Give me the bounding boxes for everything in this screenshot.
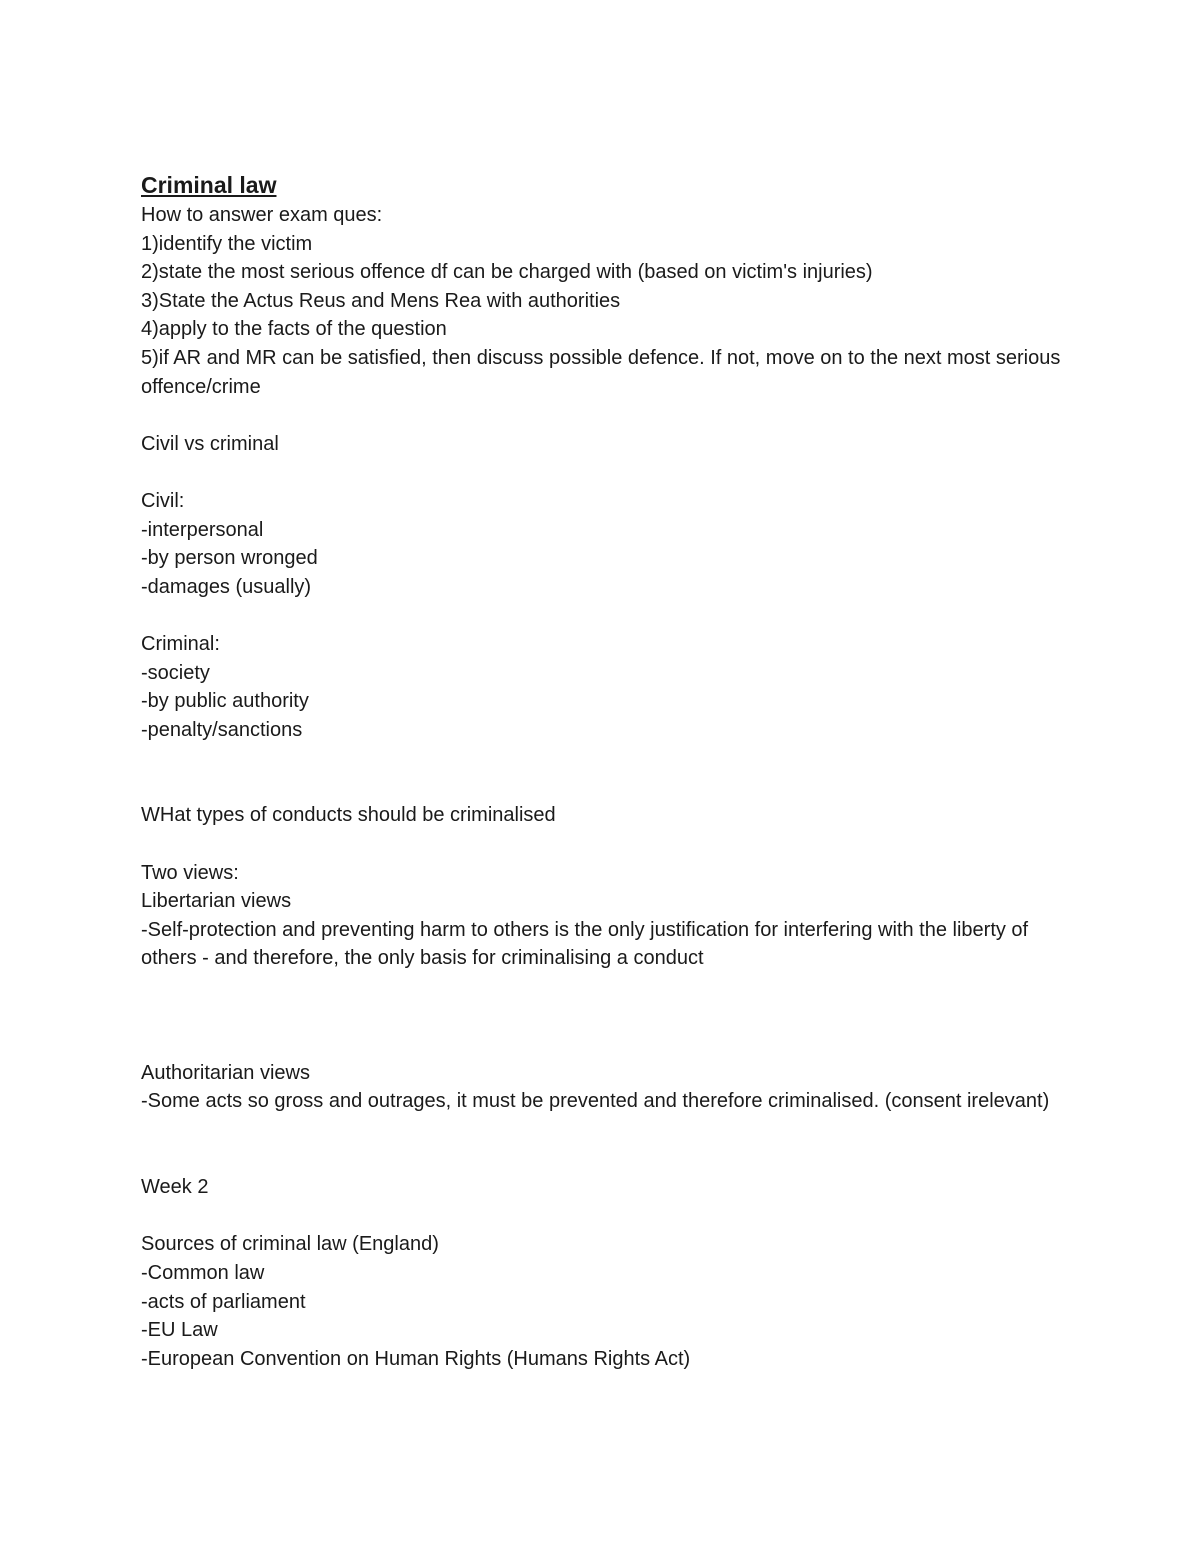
libertarian-label: Libertarian views xyxy=(141,890,292,913)
criminal-label: Criminal: xyxy=(141,632,220,655)
criminal-item: -by public authority xyxy=(141,690,309,713)
spacer xyxy=(141,401,1081,430)
authoritarian-label: Authoritarian views xyxy=(141,1061,310,1084)
spacer xyxy=(141,601,1081,630)
document-page xyxy=(141,170,1081,1373)
spacer xyxy=(141,973,1081,1059)
exam-step-3: 3)State the Actus Reus and Mens Rea with authorities xyxy=(141,289,621,312)
civil-item: -damages (usually) xyxy=(141,575,312,598)
criminal-item: -penalty/sanctions xyxy=(141,718,303,741)
spacer xyxy=(141,1116,1081,1173)
two-views-label: Two views: xyxy=(141,861,239,884)
civil-label: Civil: xyxy=(141,489,185,512)
civil-vs-criminal-heading: Civil vs criminal xyxy=(141,432,279,455)
sources-heading: Sources of criminal law (England) xyxy=(141,1233,439,1256)
document-title: Criminal law xyxy=(141,172,277,198)
civil-item: -interpersonal xyxy=(141,518,264,541)
exam-heading: How to answer exam ques: xyxy=(141,204,383,226)
spacer xyxy=(141,458,1081,487)
libertarian-text: -Self-protection and preventing harm to others is the only justification for interfering with the liberty of others - and therefore, the only basis for criminalising a conduct xyxy=(141,918,1034,970)
week-heading: Week 2 xyxy=(141,1176,209,1199)
civil-item: -by person wronged xyxy=(141,547,318,570)
spacer xyxy=(141,744,1081,801)
sources-item: -EU Law xyxy=(141,1319,218,1342)
exam-step-2: 2)state the most serious offence df can be charged with (based on victim's injuries) xyxy=(141,261,873,284)
sources-item: -acts of parliament xyxy=(141,1290,306,1313)
exam-step-1: 1)identify the victim xyxy=(141,232,313,255)
spacer xyxy=(141,1202,1081,1231)
exam-step-5: 5)if AR and MR can be satisfied, then discuss possible defence. If not, move on to the next most serious offence/crime xyxy=(141,346,1066,398)
spacer xyxy=(141,830,1081,859)
criminal-item: -society xyxy=(141,661,210,684)
conducts-heading: WHat types of conducts should be criminalised xyxy=(141,804,556,827)
sources-item: -Common law xyxy=(141,1261,265,1284)
authoritarian-text: -Some acts so gross and outrages, it must be prevented and therefore criminalised. (consent irelevant) xyxy=(141,1090,1050,1113)
exam-step-4: 4)apply to the facts of the question xyxy=(141,318,447,341)
sources-item: -European Convention on Human Rights (Humans Rights Act) xyxy=(141,1347,691,1370)
